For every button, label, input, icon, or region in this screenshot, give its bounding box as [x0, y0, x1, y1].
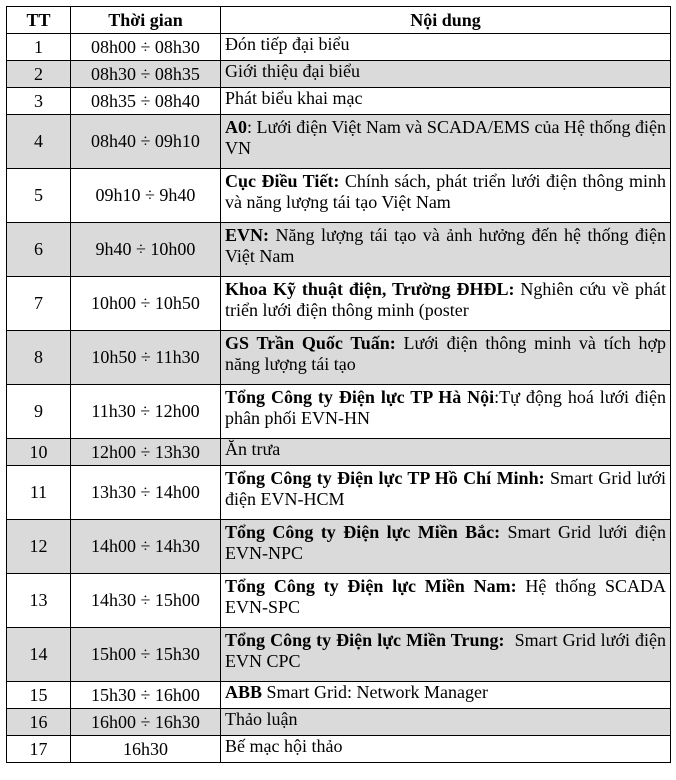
row-time: 14h30 ÷ 15h00 — [71, 574, 221, 628]
row-time: 16h00 ÷ 16h30 — [71, 709, 221, 736]
row-content — [221, 628, 671, 682]
speaker-name: Tổng Công ty Điện lực TP Hồ Chí Minh: — [225, 468, 545, 488]
row-time: 08h30 ÷ 08h35 — [71, 61, 221, 88]
agenda-table — [6, 6, 671, 763]
row-content — [221, 331, 671, 385]
table-row — [7, 520, 671, 574]
topic-text: Nghiên cứu về phát triển lưới điện thông minh (poster — [225, 279, 671, 320]
topic-text: Bế mạc hội thảo — [225, 736, 343, 756]
row-number: 15 — [7, 682, 71, 709]
table-row — [7, 385, 671, 439]
speaker-name: ABB — [225, 682, 263, 702]
table-row — [7, 223, 671, 277]
topic-text: Smart Grid: Network Manager — [262, 682, 488, 702]
row-time: 08h40 ÷ 09h10 — [71, 115, 221, 169]
header-tt: TT — [7, 7, 71, 34]
row-time: 16h30 — [71, 736, 221, 763]
row-time: 10h00 ÷ 10h50 — [71, 277, 221, 331]
row-number: 4 — [7, 115, 71, 169]
row-content — [221, 709, 671, 736]
topic-text: : Lưới điện Việt Nam và SCADA/EMS của Hệ thống điện VN — [225, 117, 671, 158]
speaker-name: Tổng Công ty Điện lực Miền Bắc: — [225, 522, 501, 542]
speaker-name: Tổng Công ty Điện lực Miền Nam: — [225, 576, 517, 596]
table-row — [7, 34, 671, 61]
topic-text: Giới thiệu đại biểu — [225, 61, 360, 81]
speaker-name: A0 — [225, 117, 247, 137]
row-time: 11h30 ÷ 12h00 — [71, 385, 221, 439]
row-content — [221, 466, 671, 520]
row-number: 10 — [7, 439, 71, 466]
topic-text: Smart Grid lưới điện EVN CPC — [225, 630, 671, 671]
table-row — [7, 736, 671, 763]
topic-text: Ăn trưa — [225, 439, 281, 459]
header-time: Thời gian — [71, 7, 221, 34]
row-time: 13h30 ÷ 14h00 — [71, 466, 221, 520]
header-row — [7, 7, 671, 34]
table-row — [7, 682, 671, 709]
row-content — [221, 223, 671, 277]
topic-text: Đón tiếp đại biểu — [225, 34, 350, 54]
row-content — [221, 520, 671, 574]
row-time: 08h35 ÷ 08h40 — [71, 88, 221, 115]
row-content — [221, 88, 671, 115]
row-number: 8 — [7, 331, 71, 385]
row-time: 10h50 ÷ 11h30 — [71, 331, 221, 385]
speaker-name: Khoa Kỹ thuật điện, Trường ĐHĐL: — [225, 279, 515, 299]
row-time: 15h30 ÷ 16h00 — [71, 682, 221, 709]
row-content — [221, 169, 671, 223]
table-row — [7, 115, 671, 169]
row-time: 15h00 ÷ 15h30 — [71, 628, 221, 682]
row-content — [221, 385, 671, 439]
row-content — [221, 439, 671, 466]
topic-text: Smart Grid lưới điện EVN-HCM — [225, 468, 671, 509]
topic-text: Hệ thống SCADA EVN-SPC — [225, 576, 671, 617]
row-number: 17 — [7, 736, 71, 763]
row-number: 14 — [7, 628, 71, 682]
topic-text: Thảo luận — [225, 709, 298, 729]
row-content — [221, 736, 671, 763]
topic-text: :Tự động hoá lưới điện phân phối EVN-HN — [225, 387, 671, 428]
row-number: 7 — [7, 277, 71, 331]
table-row — [7, 574, 671, 628]
table-row — [7, 709, 671, 736]
row-number: 13 — [7, 574, 71, 628]
row-content — [221, 61, 671, 88]
speaker-name: EVN: — [225, 225, 269, 245]
topic-text: Smart Grid lưới điện EVN-NPC — [225, 522, 671, 563]
speaker-name: Tổng Công ty Điện lực TP Hà Nội — [225, 387, 495, 407]
table-row — [7, 169, 671, 223]
row-number: 11 — [7, 466, 71, 520]
speaker-name: GS Trần Quốc Tuấn: — [225, 333, 396, 353]
row-number: 2 — [7, 61, 71, 88]
row-time: 14h00 ÷ 14h30 — [71, 520, 221, 574]
row-content — [221, 34, 671, 61]
table-row — [7, 466, 671, 520]
row-number: 3 — [7, 88, 71, 115]
row-number: 5 — [7, 169, 71, 223]
row-time: 12h00 ÷ 13h30 — [71, 439, 221, 466]
row-content — [221, 277, 671, 331]
header-content: Nội dung — [221, 7, 671, 34]
row-time: 09h10 ÷ 9h40 — [71, 169, 221, 223]
table-row — [7, 277, 671, 331]
row-content — [221, 682, 671, 709]
table-row — [7, 61, 671, 88]
row-time: 9h40 ÷ 10h00 — [71, 223, 221, 277]
row-number: 16 — [7, 709, 71, 736]
row-number: 1 — [7, 34, 71, 61]
speaker-name: Cục Điều Tiết: — [225, 171, 340, 191]
row-content — [221, 115, 671, 169]
topic-text: Năng lượng tái tạo và ảnh hưởng đến hệ thống điện Việt Nam — [225, 225, 671, 266]
table-row — [7, 331, 671, 385]
row-number: 6 — [7, 223, 71, 277]
table-row — [7, 88, 671, 115]
speaker-name: Tổng Công ty Điện lực Miền Trung: — [225, 630, 505, 650]
row-time: 08h00 ÷ 08h30 — [71, 34, 221, 61]
topic-text: Chính sách, phát triển lưới điện thông minh và năng lượng tái tạo Việt Nam — [225, 171, 671, 212]
table-row — [7, 439, 671, 466]
table-row — [7, 628, 671, 682]
row-number: 12 — [7, 520, 71, 574]
topic-text: Lưới điện thông minh và tích hợp năng lượng tái tạo — [225, 333, 671, 374]
topic-text: Phát biểu khai mạc — [225, 88, 363, 108]
row-content — [221, 574, 671, 628]
row-number: 9 — [7, 385, 71, 439]
